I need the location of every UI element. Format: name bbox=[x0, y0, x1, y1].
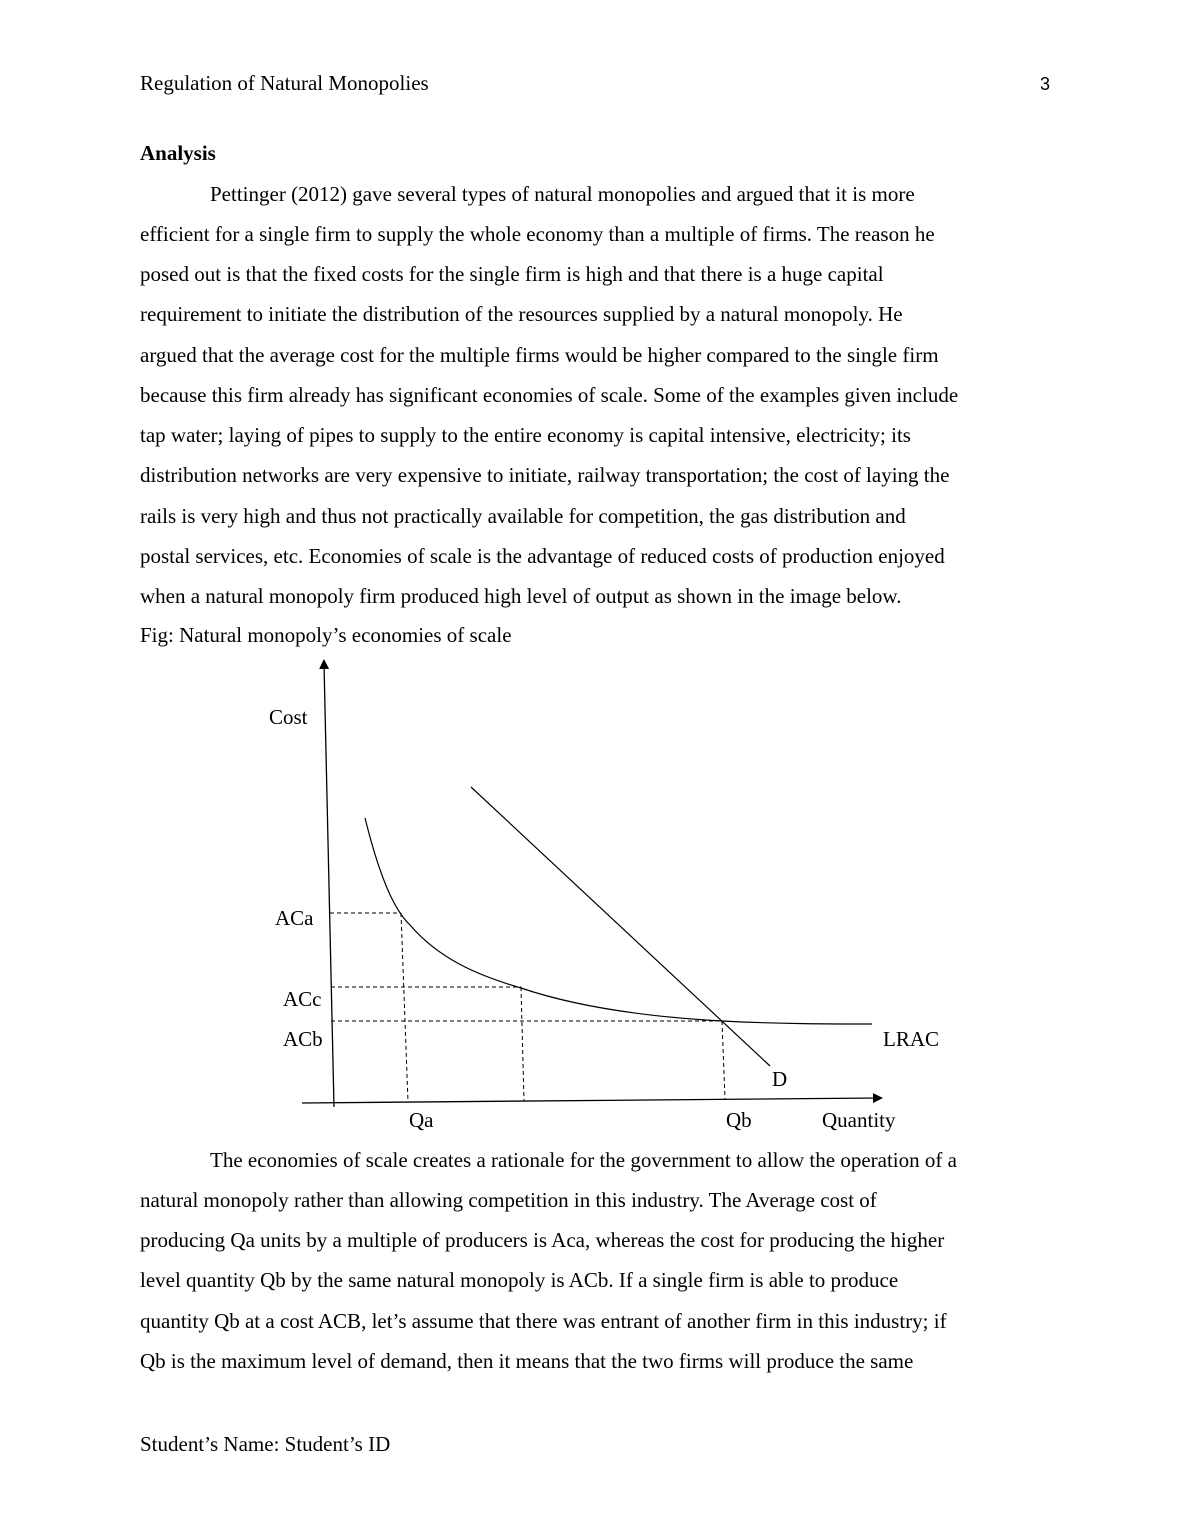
paragraph-1-line: Pettinger (2012) gave several types of natural monopolies and argued that it is more bbox=[210, 182, 915, 206]
page-number: 3 bbox=[1040, 74, 1051, 94]
y-axis-label: Cost bbox=[269, 705, 308, 729]
paragraph-2-line: quantity Qb at a cost ACB, let’s assume that there was entrant of another firm in this industry; if bbox=[140, 1309, 947, 1333]
y-tick-label: ACb bbox=[283, 1027, 323, 1051]
paragraph-1-line: argued that the average cost for the multiple firms would be higher compared to the single firm bbox=[140, 343, 939, 367]
x-tick-label: Qa bbox=[409, 1108, 434, 1132]
qb-reference-line bbox=[722, 1021, 725, 1099]
section-heading: Analysis bbox=[140, 141, 216, 165]
demand-label: D bbox=[772, 1067, 788, 1091]
y-axis bbox=[324, 664, 334, 1107]
paragraph-1-line: efficient for a single firm to supply the whole economy than a multiple of firms. The reason he bbox=[140, 222, 935, 246]
acc-drop-line bbox=[521, 987, 524, 1101]
qa-reference-line bbox=[401, 913, 408, 1102]
paragraph-2-line: The economies of scale creates a rationale for the government to allow the operation of a bbox=[210, 1148, 957, 1172]
y-tick-label: ACc bbox=[283, 987, 322, 1011]
y-tick-label: ACa bbox=[275, 906, 314, 930]
demand-line bbox=[471, 787, 770, 1066]
paragraph-1-line: rails is very high and thus not practically available for competition, the gas distribution and bbox=[140, 504, 906, 528]
x-axis-label: Quantity bbox=[822, 1108, 896, 1132]
paragraph-2-line: producing Qa units by a multiple of producers is Aca, whereas the cost for producing the higher bbox=[140, 1228, 945, 1252]
paragraph-2-line: level quantity Qb by the same natural monopoly is ACb. If a single firm is able to produce bbox=[140, 1268, 899, 1292]
lrac-curve bbox=[365, 818, 872, 1024]
paragraph-2-line: natural monopoly rather than allowing competition in this industry. The Average cost of bbox=[140, 1188, 877, 1212]
paragraph-1-line: requirement to initiate the distribution of the resources supplied by a natural monopoly. He bbox=[140, 302, 903, 326]
paragraph-1-line: distribution networks are very expensive to initiate, railway transportation; the cost of laying the bbox=[140, 463, 950, 487]
paragraph-1-line: posed out is that the fixed costs for the single firm is high and that there is a huge capital bbox=[140, 262, 884, 286]
header-title: Regulation of Natural Monopolies bbox=[140, 71, 429, 95]
paragraph-1-line: because this firm already has significant economies of scale. Some of the examples given include bbox=[140, 383, 959, 407]
x-axis bbox=[302, 1098, 878, 1103]
paragraph-1-line: postal services, etc. Economies of scale is the advantage of reduced costs of production enjoyed bbox=[140, 544, 945, 568]
paragraph-2-line: Qb is the maximum level of demand, then it means that the two firms will produce the same bbox=[140, 1349, 914, 1373]
lrac-label: LRAC bbox=[883, 1027, 940, 1051]
figure-caption: Fig: Natural monopoly’s economies of scale bbox=[140, 623, 512, 647]
x-tick-label: Qb bbox=[726, 1108, 752, 1132]
paragraph-1-line: when a natural monopoly firm produced high level of output as shown in the image below. bbox=[140, 584, 902, 608]
footer: Student’s Name: Student’s ID bbox=[140, 1432, 391, 1456]
paragraph-1-line: tap water; laying of pipes to supply to the entire economy is capital intensive, electricity; its bbox=[140, 423, 911, 447]
